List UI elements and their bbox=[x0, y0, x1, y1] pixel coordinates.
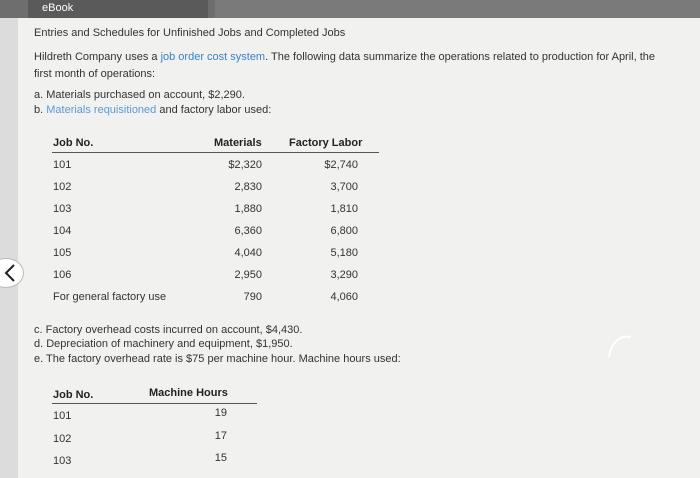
table1-header-materials: Materials bbox=[214, 137, 262, 149]
table1-materials-cell: $2,320 bbox=[228, 159, 262, 171]
intro-line-1 bbox=[34, 51, 655, 63]
table1-job-cell: For general factory use bbox=[53, 291, 167, 303]
table1-materials-cell: 6,360 bbox=[234, 225, 262, 237]
table2-hours-cell: 19 bbox=[214, 407, 227, 419]
item-d: d. Depreciation of machinery and equipment, $1,950. bbox=[34, 338, 293, 350]
table1-job-cell: 106 bbox=[53, 269, 72, 281]
table1-job-cell: 101 bbox=[53, 159, 72, 171]
item-b-suffix: and factory labor used: bbox=[156, 104, 272, 116]
table1-materials-cell: 4,040 bbox=[234, 247, 262, 259]
job-order-cost-link[interactable]: job order cost system bbox=[160, 51, 266, 63]
table2-header-hours: Machine Hours bbox=[149, 387, 228, 399]
table2-job-cell: 102 bbox=[53, 433, 72, 445]
table2-job-cell: 101 bbox=[53, 410, 72, 422]
table1-header-labor: Factory Labor bbox=[289, 137, 363, 149]
table1-job-cell: 103 bbox=[53, 203, 72, 215]
table1-header-job: Job No. bbox=[53, 137, 94, 149]
table1-header-rule bbox=[52, 152, 379, 153]
item-b bbox=[34, 104, 271, 116]
intro-after-link: . The following data summarize the operations related to production for April, the bbox=[265, 51, 656, 63]
table1-labor-cell: 6,800 bbox=[330, 225, 358, 237]
table1-labor-cell: 3,700 bbox=[330, 181, 358, 193]
table1-materials-cell: 2,950 bbox=[234, 269, 262, 281]
intro-line-2: first month of operations: bbox=[34, 68, 156, 80]
item-a: a. Materials purchased on account, $2,290. bbox=[34, 89, 245, 101]
table1-labor-cell: $2,740 bbox=[324, 159, 358, 171]
table1-labor-cell: 1,810 bbox=[330, 203, 358, 215]
problem-title: Entries and Schedules for Unfinished Jobs and Completed Jobs bbox=[34, 27, 346, 39]
content-panel bbox=[18, 18, 700, 478]
table1-materials-cell: 790 bbox=[243, 291, 262, 303]
chevron-left-icon bbox=[4, 264, 16, 282]
table2-hours-cell: 17 bbox=[214, 430, 227, 442]
left-edge bbox=[0, 18, 18, 478]
table1-job-cell: 105 bbox=[53, 247, 72, 259]
item-e: e. The factory overhead rate is $75 per machine hour. Machine hours used: bbox=[34, 353, 401, 365]
table1-materials-cell: 1,880 bbox=[234, 203, 262, 215]
table1-labor-cell: 5,180 bbox=[330, 247, 358, 259]
cursor-swirl-icon bbox=[605, 333, 635, 363]
top-bar bbox=[0, 0, 700, 18]
ebook-tab[interactable]: eBook bbox=[28, 0, 208, 18]
top-bar-right bbox=[215, 0, 700, 18]
item-c: c. Factory overhead costs incurred on account, $4,430. bbox=[34, 324, 303, 336]
table2-hours-cell: 15 bbox=[214, 452, 227, 464]
table2-header-job: Job No. bbox=[53, 389, 94, 401]
materials-requisitioned-link[interactable]: Materials requisitioned bbox=[46, 104, 157, 116]
table1-labor-cell: 4,060 bbox=[330, 291, 358, 303]
table1-materials-cell: 2,830 bbox=[234, 181, 262, 193]
table1-job-cell: 102 bbox=[53, 181, 72, 193]
table1-job-cell: 104 bbox=[53, 225, 72, 237]
item-b-prefix: b. bbox=[34, 104, 47, 116]
intro-before-link: Hildreth Company uses a bbox=[34, 51, 161, 63]
table2-header-rule bbox=[52, 403, 257, 404]
table2-job-cell: 103 bbox=[53, 455, 72, 467]
table1-labor-cell: 3,290 bbox=[330, 269, 358, 281]
